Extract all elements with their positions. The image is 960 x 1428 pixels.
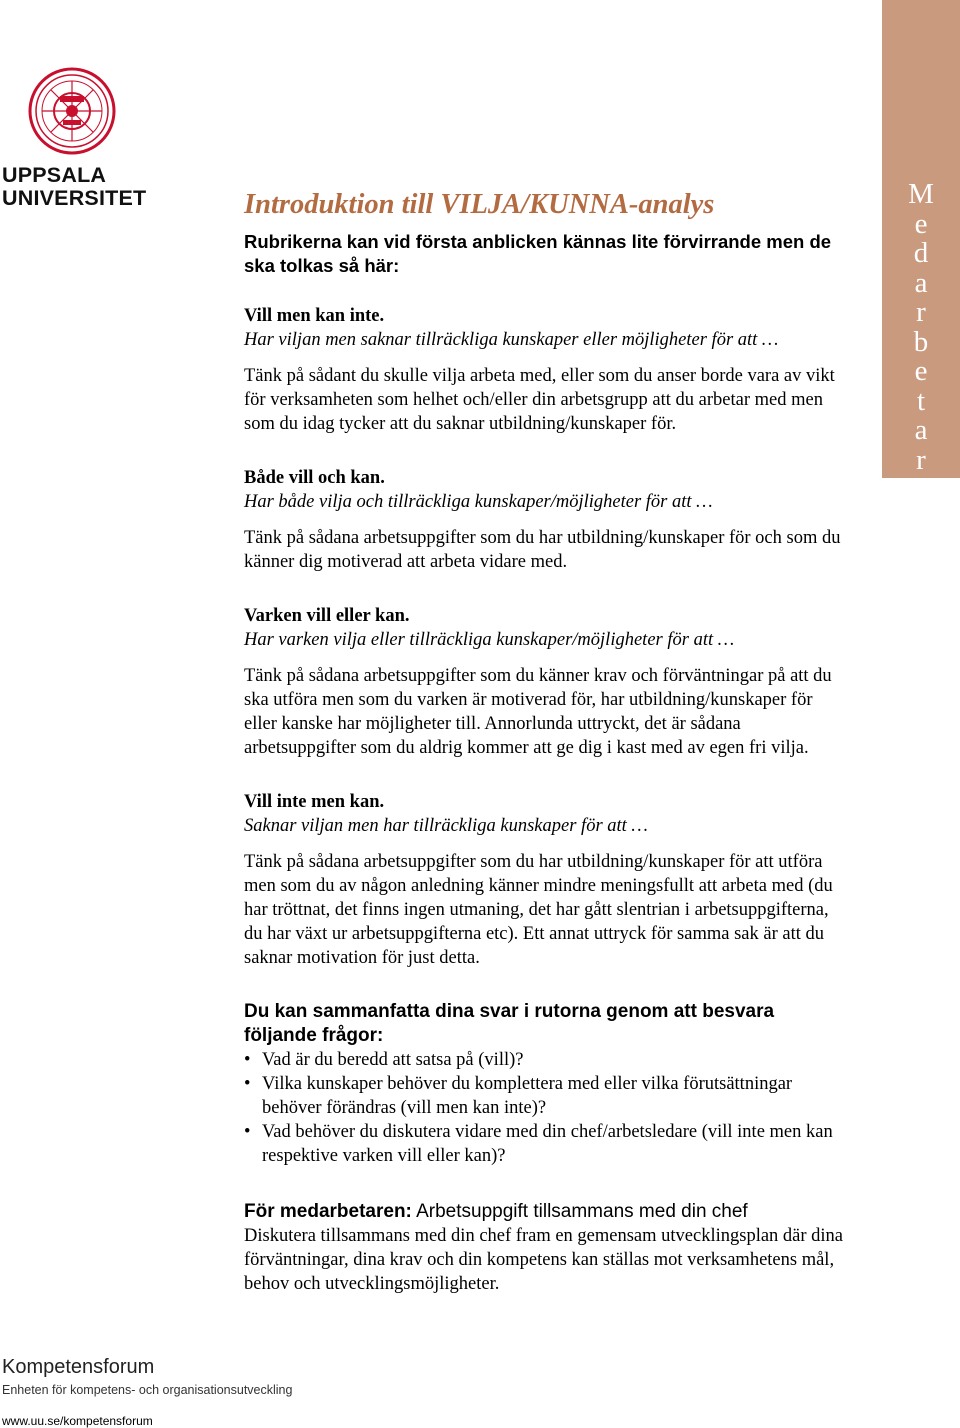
side-tab-letter: t — [916, 384, 926, 417]
questions-heading: Du kan sammanfatta dina svar i rutorna genom att besvara följande frågor: — [244, 1001, 775, 1046]
page-title: Introduktion till VILJA/KUNNA-analys — [244, 189, 715, 220]
side-tab-letter: b — [913, 325, 929, 358]
final-task: Arbetsuppgift tillsammans med din chef — [416, 1201, 748, 1222]
footer-org: Kompetensforum — [2, 1356, 155, 1378]
question-item — [244, 1072, 844, 1120]
university-seal-icon — [27, 66, 117, 156]
question-text: Vilka kunskaper behöver du komplettera med eller vilka förutsättningar behöver förändras (vill men kan inte)? — [262, 1074, 793, 1118]
side-tab-letter: d — [913, 237, 929, 269]
questions-list — [244, 1048, 844, 1168]
side-tab-letter: a — [914, 414, 928, 446]
main-content — [244, 186, 844, 1296]
section-body: Tänk på sådana arbetsuppgifter som du känner krav och förväntningar på att du ska utföra men som du varken är motiverad för, har utbildning/kunskaper för eller kanske har möjligheter till. Annorlunda uttryckt, det är sådana arbetsuppgifter som du aldrig kommer att ge dig i kast med av egen fri vilja. — [244, 666, 832, 758]
section-varken-vill-eller-kan — [244, 604, 844, 760]
section-heading: Vill men kan inte. — [244, 306, 385, 326]
section-vill-men-kan-inte — [244, 304, 844, 436]
question-text: Vad behöver du diskutera vidare med din chef/arbetsledare (vill inte men kan respektive varken vill eller kan)? — [262, 1122, 833, 1166]
side-tab-letter: r — [916, 443, 926, 476]
question-text: Vad är du beredd att satsa på (vill)? — [262, 1050, 524, 1070]
section-heading: Vill inte men kan. — [244, 792, 385, 812]
side-tab-letter: e — [914, 473, 928, 505]
section-body: Tänk på sådant du skulle vilja arbeta med, eller som du anser borde vara av vikt för verksamheten som helhet och/eller din arbetsgrupp att du arbetar med men som du idag tycker att du saknar utbildning/kunskaper för. — [244, 366, 835, 434]
question-item — [244, 1048, 844, 1072]
section-subheading: Har varken vilja eller tillräckliga kunskaper/möjligheter för att … — [244, 630, 735, 650]
side-tab-letter: a — [914, 266, 928, 299]
section-body: Tänk på sådana arbetsuppgifter som du har utbildning/kunskaper för och som du känner dig motiverad att arbeta vidare med. — [244, 528, 841, 572]
section-subheading: Har viljan men saknar tillräckliga kunskaper eller möjligheter för att … — [244, 330, 779, 350]
question-item — [244, 1120, 844, 1168]
section-heading: Både vill och kan. — [244, 468, 385, 488]
bullet-icon: • — [244, 1074, 251, 1094]
bullet-icon: • — [244, 1122, 251, 1142]
footer-url: www.uu.se/kompetensforum — [2, 1414, 153, 1428]
side-tab-letter: e — [914, 207, 928, 240]
section-bade-vill-och-kan — [244, 466, 844, 574]
final-section — [244, 1200, 844, 1296]
intro-text: Rubrikerna kan vid första anblicken kännas lite förvirrande men de ska tolkas så här: — [244, 231, 832, 276]
footer-subtitle: Enheten för kompetens- och organisationsutveckling — [2, 1383, 293, 1397]
side-tab-label — [882, 180, 960, 505]
university-name — [2, 164, 152, 210]
final-heading — [244, 1200, 844, 1224]
section-subheading: Saknar viljan men har tillräckliga kunskaper för att … — [244, 816, 648, 836]
university-name-line1: UPPSALA — [2, 163, 107, 187]
section-heading: Varken vill eller kan. — [244, 606, 410, 626]
final-body: Diskutera tillsammans med din chef fram en gemensam utvecklingsplan där dina förväntningar, dina krav och din kompetens kan ställas mot verksamhetens mål, behov och utvecklingsmöjligheter. — [244, 1226, 844, 1294]
university-name-line2: UNIVERSITET — [2, 186, 147, 210]
final-label: För medarbetaren: — [244, 1201, 412, 1222]
questions-section — [244, 1000, 844, 1168]
section-subheading: Har både vilja och tillräckliga kunskaper/möjligheter för att … — [244, 492, 713, 512]
side-tab-letter: r — [916, 296, 926, 328]
section-vill-inte-men-kan — [244, 790, 844, 970]
side-tab — [882, 0, 960, 505]
bullet-icon: • — [244, 1050, 251, 1070]
footer — [2, 1356, 322, 1428]
side-tab-letter: M — [908, 178, 934, 210]
section-body: Tänk på sådana arbetsuppgifter som du har utbildning/kunskaper för att utföra men som du av någon anledning känner mindre meningsfullt att arbeta med (du har tröttnat, det finns ingen utmaning, det har gått slentrian i arbetsuppgifterna, du har växt ur arbetsuppgifterna etc). Ett annat uttryck för samma sak är att du saknar motivation för just detta. — [244, 852, 833, 968]
side-tab-letter: e — [914, 355, 928, 387]
